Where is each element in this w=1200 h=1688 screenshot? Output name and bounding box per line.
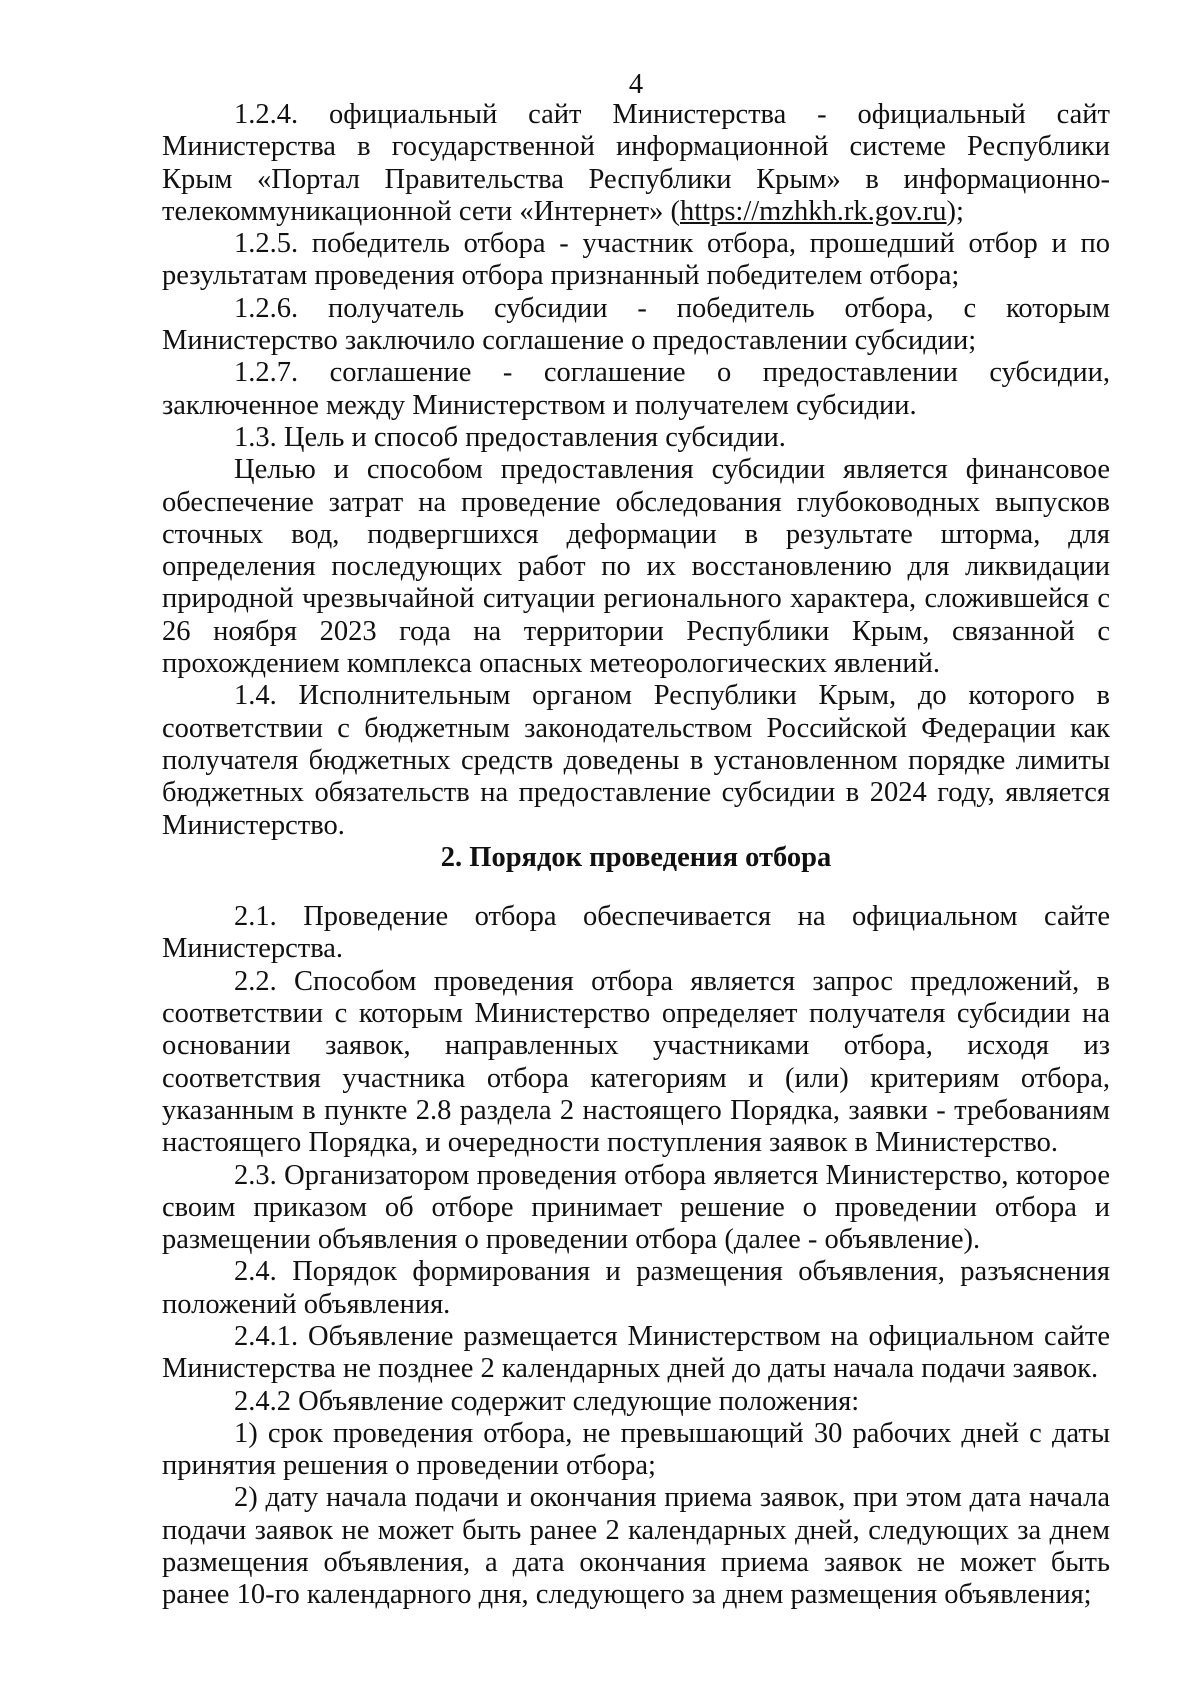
clause-2-4-1: 2.4.1. Объявление размещается Министерством на официальном сайте Министерства не позднее 2 календарных дней до даты начала подачи заявок. — [162, 1320, 1110, 1385]
clause-1-2-4-end: ); — [946, 195, 964, 227]
document-body — [162, 99, 1110, 1612]
clause-2-4-2: 2.4.2 Объявление содержит следующие положения: — [234, 1385, 860, 1417]
section-2-heading: 2. Порядок проведения отбора — [440, 841, 832, 873]
clause-2-4: 2.4. Порядок формирования и размещения объявления, разъяснения положений объявления. — [162, 1256, 1110, 1320]
clause-1-4: 1.4. Исполнительным органом Республики Крым, до которого в соответствии с бюджетным законодательством Российской Федерации как получателя бюджетных средств доведены в установленном порядке лимиты бюджетных обязательств на предоставление субсидии в 2024 году, является Министерство. — [162, 680, 1110, 841]
clause-1-2-4-text: 1.2.4. официальный сайт Министерства - официальный сайт Министерства в государственной информационной системе Республики Крым «Портал Правительства Республики Крым» в информационно-телекоммуникационной сети «Интернет» ( — [162, 99, 1110, 227]
ministry-website-link[interactable]: https://mzhkh.rk.gov.ru — [680, 195, 947, 227]
clause-1-3: 1.3. Цель и способ предоставления субсидии. — [234, 421, 786, 453]
clause-1-3-text: Целью и способом предоставления субсидии является финансовое обеспечение затрат на проведение обследования глубоководных выпусков сточных вод, подвергшихся деформации в результате шторма, для определения последующих работ по их восстановлению для ликвидации природной чрезвычайной ситуации регионального характера, сложившейся с 26 ноября 2023 года на территории Республики Крым, связанной с прохождением комплекса опасных метеорологических явлений. — [162, 454, 1110, 680]
clause-1-2-4 — [162, 99, 1110, 228]
clause-1-2-7: 1.2.7. соглашение - соглашение о предоставлении субсидии, заключенное между Министерством и получателем субсидии. — [162, 357, 1110, 421]
list-item-1: 1) срок проведения отбора, не превышающий 30 рабочих дней с даты принятия решения о проведении отбора; — [162, 1417, 1110, 1482]
page-number: 4 — [628, 69, 644, 100]
clause-1-2-5: 1.2.5. победитель отбора - участник отбора, прошедший отбор и по результатам проведения отбора признанный победителем отбора; — [162, 228, 1110, 292]
clause-2-2: 2.2. Способом проведения отбора является запрос предложений, в соответствии с которым Министерство определяет получателя субсидии на основании заявок, направленных участниками отбора, исходя из соответствия участника отбора категориям и (или) критериям отбора, указанным в пункте 2.8 раздела 2 настоящего Порядка, заявки - требованиям настоящего Порядка, и очередности поступления заявок в Министерство. — [162, 965, 1110, 1159]
clause-2-3: 2.3. Организатором проведения отбора является Министерство, которое своим приказом об отборе принимает решение о проведении отбора и размещении объявления о проведении отбора (далее - объявление). — [162, 1159, 1110, 1256]
clause-1-2-6: 1.2.6. получатель субсидии - победитель отбора, с которым Министерство заключило соглашение о предоставлении субсидии; — [162, 292, 1110, 357]
clause-2-1: 2.1. Проведение отбора обеспечивается на официальном сайте Министерства. — [162, 901, 1110, 965]
list-item-2: 2) дату начала подачи и окончания приема заявок, при этом дата начала подачи заявок не может быть ранее 2 календарных дней, следующих за днем размещения объявления, а дата окончания приема заявок не может быть ранее 10-го календарного дня, следующего за днем размещения объявления; — [162, 1482, 1110, 1611]
